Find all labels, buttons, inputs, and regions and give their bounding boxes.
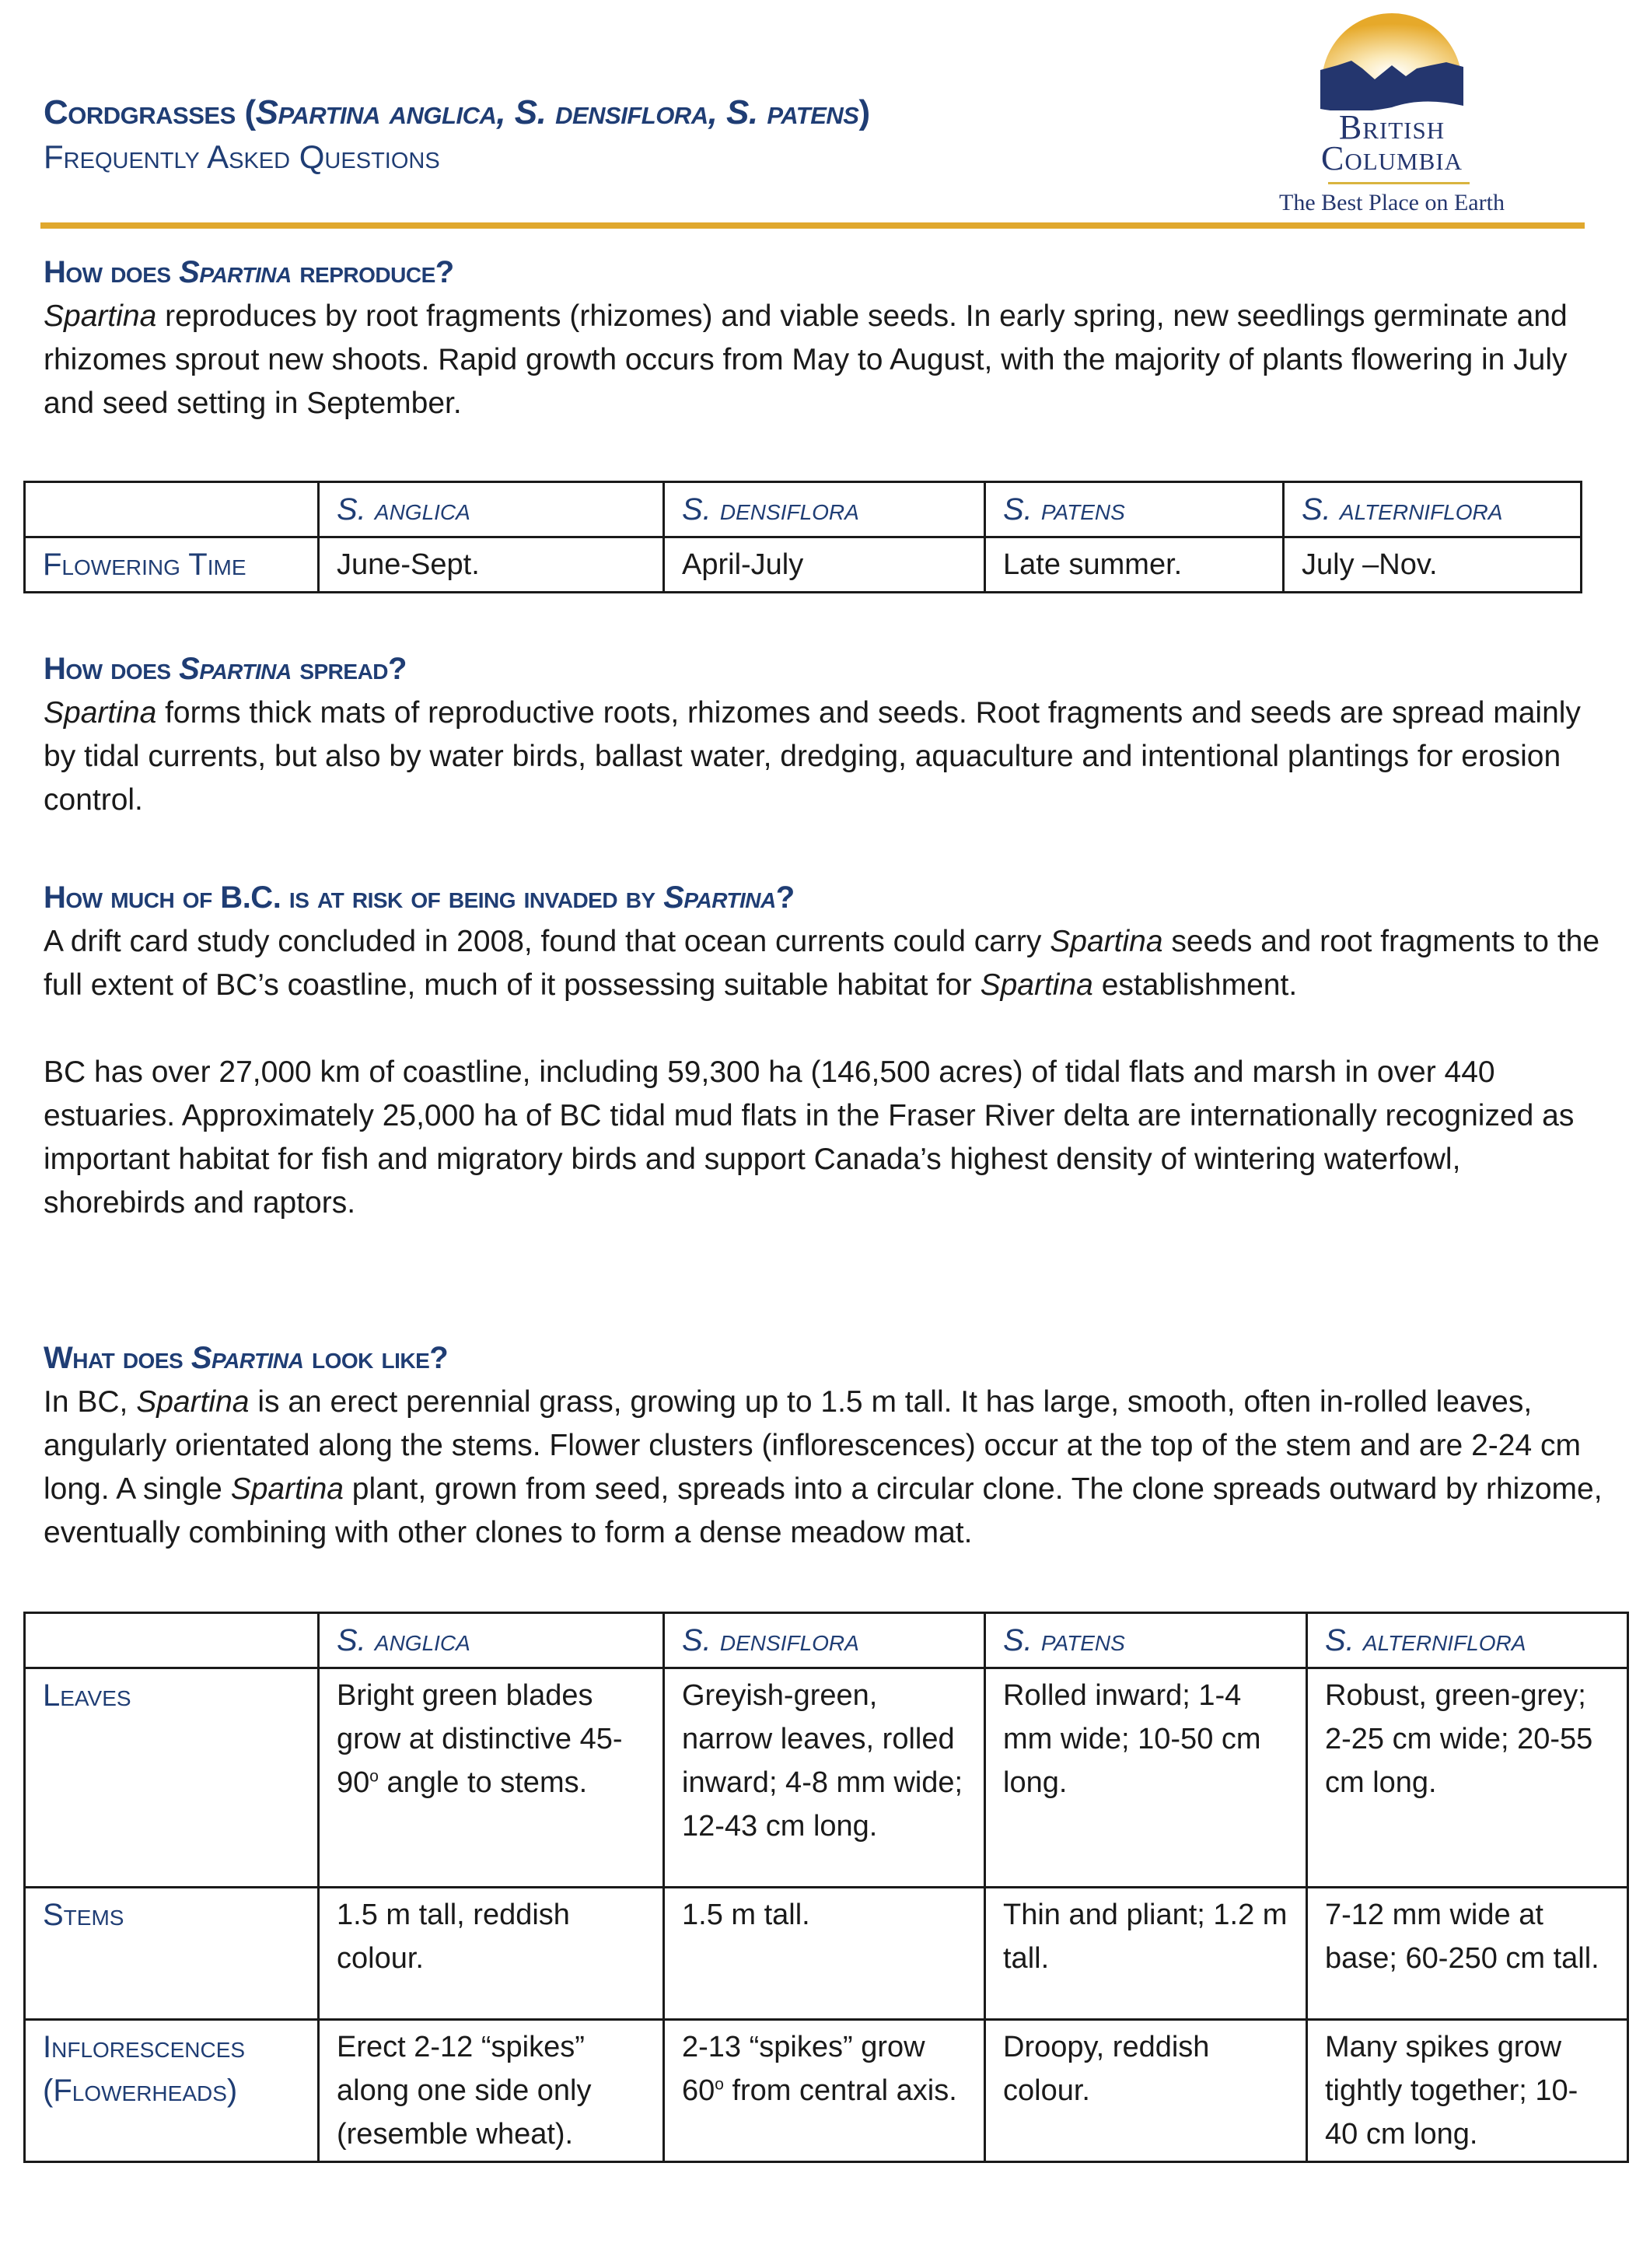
section-spread xyxy=(44,652,1606,822)
table-cell: Rolled inward; 1-4 mm wide; 10-50 cm long. xyxy=(985,1668,1307,1888)
table-cell: July –Nov. xyxy=(1284,537,1582,593)
section-heading xyxy=(44,652,1606,687)
header-divider xyxy=(40,222,1585,229)
table-row xyxy=(25,537,1582,593)
section-heading xyxy=(44,1341,1606,1376)
table-cell: Late summer. xyxy=(985,537,1284,593)
title-species: Spartina anglica, S. densiflora, S. patens xyxy=(255,93,859,131)
document-subtitle: Frequently Asked Questions xyxy=(44,138,440,175)
column-header: S. patens xyxy=(985,482,1284,537)
section-reproduce xyxy=(44,255,1606,425)
heading-text: What does xyxy=(44,1341,191,1375)
degree-mark: o xyxy=(369,1767,379,1786)
section-heading xyxy=(44,880,1606,915)
section-paragraph xyxy=(44,1381,1606,1555)
section-paragraph xyxy=(44,691,1606,822)
table-corner-cell xyxy=(25,1613,319,1668)
heading-italic: Spartina xyxy=(663,880,776,915)
heading-text: ? xyxy=(775,880,795,915)
row-header-line: Inflorescences xyxy=(43,2030,246,2064)
section-risk xyxy=(44,880,1606,1225)
table-cell: Droopy, reddish colour. xyxy=(985,2020,1307,2162)
paragraph-text: reproduces by root fragments (rhizomes) and viable seeds. In early spring, new seedlings germinate and rhizomes sprout new shoots. Rapid growth occurs from May to August, with the majority of plants flowering in July and seed setting in September. xyxy=(44,299,1568,420)
table-cell: Erect 2-12 “spikes” along one side only (resemble wheat). xyxy=(319,2020,664,2162)
section-heading xyxy=(44,255,1606,290)
cell-text: 2-13 “spikes” grow 60 xyxy=(682,2031,925,2107)
section-paragraph: BC has over 27,000 km of coastline, including 59,300 ha (146,500 acres) of tidal flats and marsh in over 440 estuaries. Approximately 25,000 ha of BC tidal mud flats in the Fraser River delta are internationally recognized as important habitat for fish and migratory birds and support Canada’s highest density of wintering waterfowl, shorebirds and raptors. xyxy=(44,1055,1575,1220)
title-suffix: ) xyxy=(858,93,870,131)
table-cell: Thin and pliant; 1.2 m tall. xyxy=(985,1888,1307,2020)
row-header xyxy=(25,2020,319,2162)
heading-text: look like? xyxy=(303,1341,449,1375)
heading-italic: Spartina xyxy=(191,1341,304,1375)
column-header: S. anglica xyxy=(319,482,664,537)
cell-text: from central axis. xyxy=(723,2074,957,2107)
row-header: Leaves xyxy=(25,1668,319,1888)
logo-line-1: British xyxy=(1338,108,1445,146)
flowering-time-table xyxy=(23,481,1582,593)
column-header: S. anglica xyxy=(319,1613,664,1668)
paragraph-text: seeds and root fragments to the full extent of BC’s coastline, much of it possessing suitable habitat for xyxy=(44,925,1600,1002)
table-cell: 1.5 m tall. xyxy=(664,1888,985,2020)
column-header: S. densiflora xyxy=(664,482,985,537)
cell-text: Bright green blades grow at distinctive 45-90 xyxy=(337,1679,623,1799)
heading-text: How does xyxy=(44,652,180,686)
row-header-line: (Flowerheads) xyxy=(43,2074,238,2108)
section-paragraph xyxy=(44,920,1606,1007)
paragraph-text: establishment. xyxy=(1092,968,1298,1002)
column-header: S. alterniflora xyxy=(1307,1613,1628,1668)
paragraph-text: A drift card study concluded in 2008, found that ocean currents could carry xyxy=(44,925,1050,958)
column-header: S. densiflora xyxy=(664,1613,985,1668)
italic-term: Spartina xyxy=(980,968,1093,1002)
table-corner-cell xyxy=(25,482,319,537)
column-header: S. patens xyxy=(985,1613,1307,1668)
italic-term: Spartina xyxy=(1050,925,1163,958)
heading-text: spread? xyxy=(291,652,407,686)
italic-term: Spartina xyxy=(44,299,157,333)
table-cell xyxy=(319,1668,664,1888)
italic-term: Spartina xyxy=(44,696,157,730)
table-header-row xyxy=(25,1613,1628,1668)
table-header-row xyxy=(25,482,1582,537)
degree-mark: o xyxy=(715,2075,724,2094)
italic-term: Spartina xyxy=(136,1385,250,1419)
paragraph-text: forms thick mats of reproductive roots, rhizomes and seeds. Root fragments and seeds are spread mainly by tidal currents, but also by water birds, ballast water, dredging, aquaculture and intentional plantings for erosion control. xyxy=(44,696,1581,817)
section-look xyxy=(44,1341,1606,1555)
table-row xyxy=(25,1888,1628,2020)
table-cell: June-Sept. xyxy=(319,537,664,593)
column-header: S. alterniflora xyxy=(1284,482,1582,537)
row-header: Flowering Time xyxy=(25,537,319,593)
italic-term: Spartina xyxy=(230,1472,344,1506)
table-cell xyxy=(664,2020,985,2162)
table-cell: 7-12 mm wide at base; 60-250 cm tall. xyxy=(1307,1888,1628,2020)
row-header: Stems xyxy=(25,1888,319,2020)
table-row xyxy=(25,2020,1628,2162)
heading-text: How does xyxy=(44,255,180,289)
paragraph-text: plant, grown from seed, spreads into a circular clone. The clone spreads outward by rhizome, eventually combining with other clones to form a dense meadow mat. xyxy=(44,1472,1603,1549)
heading-italic: Spartina xyxy=(179,255,292,289)
logo-line-2: Columbia xyxy=(1320,139,1463,177)
paragraph-text: In BC, xyxy=(44,1385,137,1419)
cell-text: angle to stems. xyxy=(378,1766,588,1799)
table-cell: Many spikes grow tightly together; 10-40 cm long. xyxy=(1307,2020,1628,2162)
title-prefix: Cordgrasses ( xyxy=(44,93,256,131)
bc-logo xyxy=(1260,9,1524,215)
table-cell: 1.5 m tall, reddish colour. xyxy=(319,1888,664,2020)
table-row xyxy=(25,1668,1628,1888)
traits-table xyxy=(23,1612,1629,2163)
heading-italic: Spartina xyxy=(179,652,292,686)
table-cell: Robust, green-grey; 2-25 cm wide; 20-55 cm long. xyxy=(1307,1668,1628,1888)
heading-text: reproduce? xyxy=(291,255,454,289)
section-paragraph xyxy=(44,295,1606,425)
paragraph-text: is an erect perennial grass, growing up to 1.5 m tall. It has large, smooth, often in-rolled leaves, angularly orientated along the stems. Flower clusters (inflorescences) occur at the top of the stem and are 2-24 cm long. A single xyxy=(44,1385,1581,1506)
heading-text: How much of B.C. is at risk of being invaded by xyxy=(44,880,664,915)
table-cell: April-July xyxy=(664,537,985,593)
logo-tagline: The Best Place on Earth xyxy=(1279,190,1505,215)
table-cell: Greyish-green, narrow leaves, rolled inward; 4-8 mm wide; 12-43 cm long. xyxy=(664,1668,985,1888)
logo-divider xyxy=(1328,182,1470,184)
sun-over-mountains-icon xyxy=(1314,9,1470,110)
